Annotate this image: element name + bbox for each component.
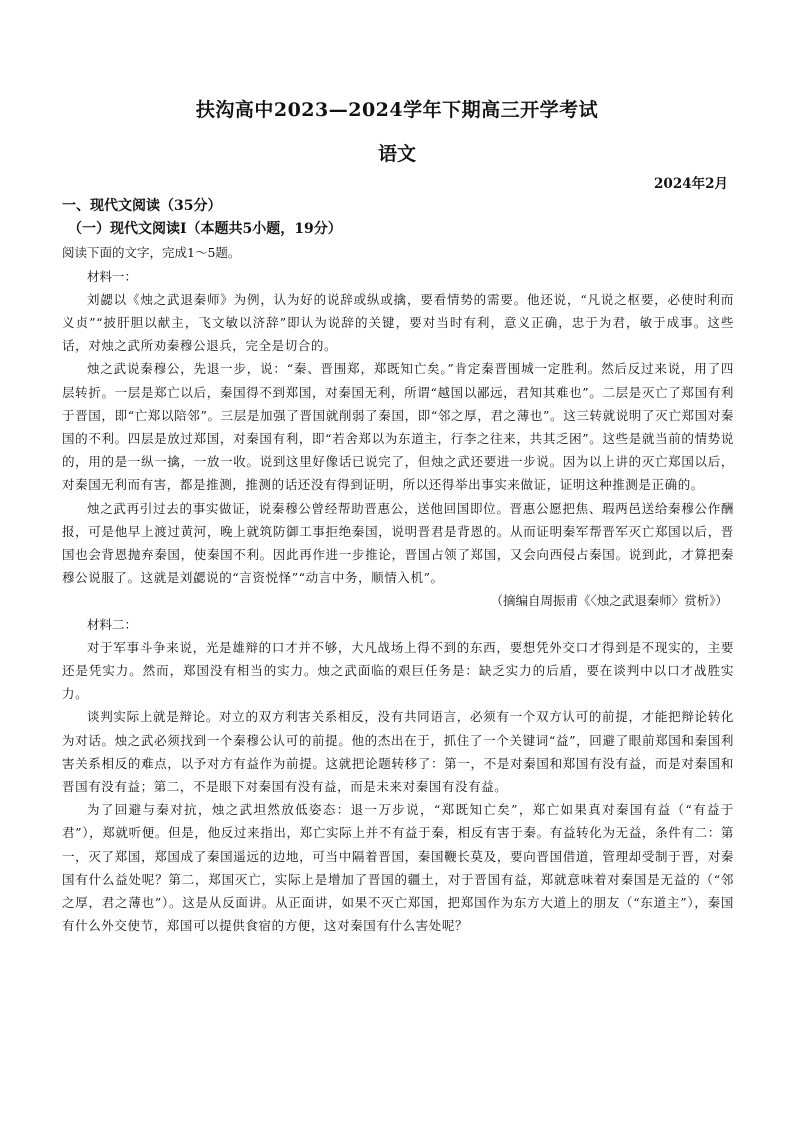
- material-two-paragraph: 对于军事斗争来说，光是雄辩的口才并不够，大凡战场上得不到的东西，要想凭外交口才得到是不现实的，主要还是凭实力。然而，郑国没有相当的实力。烛之武面临的艰巨任务是：缺乏实力的后盾，要在谈判中以口才战胜实力。: [62, 639, 734, 702]
- exam-subject: 语文: [377, 143, 416, 165]
- sub-section-heading: （一）现代文阅读Ⅰ（本题共5小题，19分）: [68, 221, 342, 238]
- material-one-label: 材料一：: [87, 268, 138, 284]
- material-two-paragraph: 为了回避与秦对抗，烛之武坦然放低姿态：退一万步说，“郑既知亡矣”，郑亡如果真对秦国有益（“有益于君”），郑就听便。但是，他反过来指出，郑亡实际上并不有益于秦，相反有害于秦。有益转化为无益，条件有二：第一，灭了郑国，郑国成了秦国遥远的边地，可当中隔着晋国，秦国鞭长莫及，要向晋国借道，管理却受制于晋，对秦国有什么益处呢？第二，郑国灭亡，实际上是增加了晋国的疆土，对于晋国有益，郑就意味着对秦国是无益的（“邻之厚，君之薄也”）。这是从反面讲。从正面讲，如果不灭亡郑国，把郑国作为东方大道上的朋友（“东道主”），秦国有什么外交使节，郑国可以提供食宿的方便，这对秦国有什么害处呢？: [62, 802, 734, 934]
- material-two-paragraph: 谈判实际上就是辩论。对立的双方利害关系相反，没有共同语言，必须有一个双方认可的前提，才能把辩论转化为对话。烛之武必须找到一个秦穆公认可的前提。他的杰出在于，抓住了一个关键词“益”，回避了眼前郑国和秦国利害关系相反的难点，以予对方有益作为前提。这就把论题转移了：第一，不是对秦国和郑国有没有益，而是对秦国和晋国有没有益；第二，不是眼下对秦国有没有益，而是未来对秦国有没有益。: [62, 709, 734, 795]
- section-heading: 一、现代文阅读（35分）: [62, 198, 222, 214]
- material-one-paragraph: 刘勰以《烛之武退秦师》为例，认为好的说辞或纵或擒，要看情势的需要。他还说，“凡说之枢要，必使时利而义贞”“披肝胆以献主，飞文敏以济辞”即认为说辞的关键，要对当时有利，意义正确，忠于为君，敏于成事。这些话，对烛之武所劝秦穆公退兵，完全是切合的。: [62, 291, 734, 354]
- material-one-paragraph: 烛之武说秦穆公，先退一步，说：“秦、晋围郑，郑既知亡矣。”肯定秦晋围城一定胜利。然后反过来说，用了四层转折。一层是郑亡以后，秦国得不到郑国，对秦国无利，所谓“越国以鄙远，君知其难也”。二层是灭亡了郑国有利于晋国，即“亡郑以陪邻”。三层是加强了晋国就削弱了秦国，即“邻之厚，君之薄也”。这三转就说明了灭亡郑国对秦国的不利。四层是放过郑国，对秦国有利，即“若舍郑以为东道主，行李之往来，共其乏困”。这些是就当前的情势说的，用的是一纵一擒，一放一收。说到这里好像话已说完了，但烛之武还要进一步说。因为以上讲的灭亡郑国以后，对秦国无利而有害，都是推测，推测的话还没有得到证明，所以还得举出事实来做证，证明这种推测是正确的。: [62, 361, 734, 493]
- material-one-source: （摘编自周振甫《〈烛之武退秦师〉赏析》）: [490, 593, 728, 609]
- exam-date: 2024年2月: [654, 176, 728, 192]
- material-two-label: 材料二：: [87, 616, 138, 632]
- reading-instruction: 阅读下面的文字，完成1～5题。: [62, 245, 241, 261]
- exam-title: 扶沟高中2023—2024学年下期高三开学考试: [195, 99, 599, 121]
- material-one-paragraph: 烛之武再引过去的事实做证，说秦穆公曾经帮助晋惠公，送他回国即位。晋惠公愿把焦、瑕两邑送给秦穆公作酬报，可是他早上渡过黄河，晚上就筑防御工事拒绝秦国，说明晋君是背恩的。从而证明秦军帮晋军灭亡郑国以后，晋国也会背恩抛弃秦国，使秦国不利。因此再作进一步推论，晋国占领了郑国，又会向西侵占秦国。说到此，才算把秦穆公说服了。这就是刘勰说的“言资悦怿”“动言中务，顺情入机”。: [62, 500, 734, 586]
- exam-content: [62, 195, 734, 938]
